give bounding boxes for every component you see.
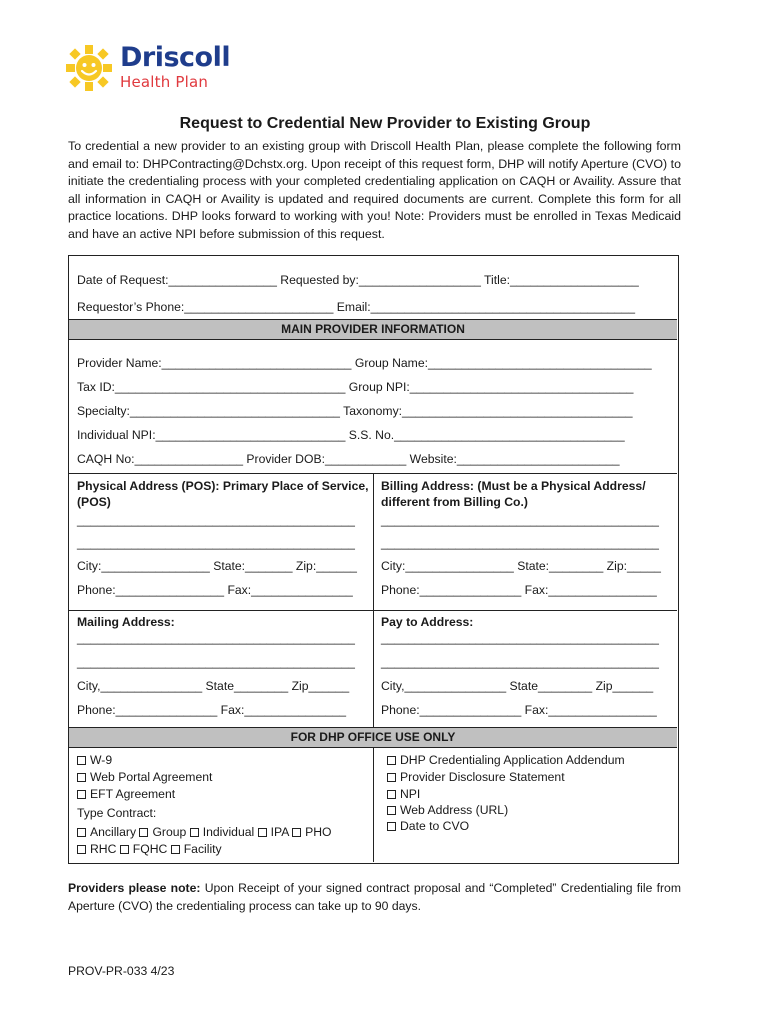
- divider: [69, 610, 677, 611]
- checkbox-icon[interactable]: [258, 828, 267, 837]
- mailing-address-heading: Mailing Address:: [77, 615, 175, 629]
- mailing-phone-line[interactable]: Phone:_______________ Fax:_______________: [77, 703, 347, 717]
- checkbox-web-address[interactable]: Web Address (URL): [387, 802, 508, 818]
- individual-npi-line[interactable]: Individual NPI:____________________________ S.S. No.__________________________________: [77, 428, 625, 442]
- caqh-line[interactable]: CAQH No:________________ Provider DOB:____________ Website:________________________: [77, 452, 620, 466]
- checkbox-icon[interactable]: [387, 756, 396, 765]
- type-contract-label: Type Contract:: [77, 806, 157, 820]
- physical-address-blank-1[interactable]: _________________________________________: [77, 513, 355, 527]
- page-title: Request to Credential New Provider to Existing Group: [179, 115, 591, 132]
- checkbox-icon[interactable]: [387, 773, 396, 782]
- checkbox-web-portal[interactable]: Web Portal Agreement: [77, 769, 212, 785]
- type-contract-row-1: Ancillary Group Individual IPA PHO: [77, 824, 332, 840]
- mailing-address-blank-2[interactable]: _________________________________________: [77, 655, 355, 669]
- checkbox-icon[interactable]: [292, 828, 301, 837]
- checkbox-eft[interactable]: EFT Agreement: [77, 786, 175, 802]
- billing-city-line[interactable]: City:________________ State:________ Zip:_____: [381, 559, 661, 573]
- physical-address-blank-2[interactable]: _________________________________________: [77, 536, 355, 550]
- checkbox-icon[interactable]: [387, 806, 396, 815]
- sun-face-icon: [66, 45, 112, 91]
- main-provider-header: MAIN PROVIDER INFORMATION: [69, 319, 677, 340]
- checkbox-icon[interactable]: [190, 828, 199, 837]
- checkbox-date-to-cvo[interactable]: Date to CVO: [387, 818, 469, 834]
- checkbox-w9[interactable]: W-9: [77, 752, 112, 768]
- mailing-city-line[interactable]: City,_______________ State________ Zip______: [77, 679, 350, 693]
- office-use-header: FOR DHP OFFICE USE ONLY: [69, 727, 677, 748]
- payto-address-heading: Pay to Address:: [381, 615, 474, 629]
- checkbox-icon[interactable]: [139, 828, 148, 837]
- checkbox-credentialing-addendum[interactable]: DHP Credentialing Application Addendum: [387, 752, 625, 768]
- checkbox-disclosure-statement[interactable]: Provider Disclosure Statement: [387, 769, 565, 785]
- checkbox-icon[interactable]: [77, 756, 86, 765]
- checkbox-npi[interactable]: NPI: [387, 786, 420, 802]
- billing-address-blank-1[interactable]: _________________________________________: [381, 513, 659, 527]
- checkbox-icon[interactable]: [387, 790, 396, 799]
- logo-name: Driscoll: [120, 42, 231, 73]
- provider-name-line[interactable]: Provider Name:____________________________ Group Name:_________________________________: [77, 356, 652, 370]
- physical-phone-line[interactable]: Phone:________________ Fax:_______________: [77, 583, 353, 597]
- checkbox-icon[interactable]: [387, 822, 396, 831]
- payto-city-line[interactable]: City,_______________ State________ Zip______: [381, 679, 654, 693]
- billing-address-blank-2[interactable]: _________________________________________: [381, 536, 659, 550]
- request-line-2[interactable]: Requestor’s Phone:______________________ Email:_______________________________________: [77, 300, 635, 314]
- note-text: Upon Receipt of your signed contract proposal and “Completed” Credentialing file from Aperture (CVO) the credentialing process can take up to 90 days.: [68, 881, 681, 913]
- physical-address-heading: Physical Address (POS): Primary Place of Service, (POS): [77, 479, 369, 509]
- checkbox-icon[interactable]: [120, 845, 129, 854]
- type-contract-row-2: RHC FQHC Facility: [77, 841, 222, 857]
- checkbox-icon[interactable]: [77, 828, 86, 837]
- billing-address-heading: Billing Address: (Must be a Physical Address/ different from Billing Co.): [381, 479, 646, 509]
- providers-note: [68, 879, 681, 915]
- form-code: PROV-PR-033 4/23: [68, 964, 175, 978]
- note-label: Providers please note:: [68, 881, 201, 895]
- credential-form: [68, 255, 679, 864]
- driscoll-logo: [66, 43, 266, 93]
- specialty-line[interactable]: Specialty:_______________________________ Taxonomy:__________________________________: [77, 404, 633, 418]
- logo-subtitle: Health Plan: [120, 73, 209, 91]
- intro-paragraph: To credential a new provider to an existing group with Driscoll Health Plan, please complete the following form and email to: DHPContracting@Dchstx.org. Upon receipt of this request form, DHP will notify Aperture (CVO) to initiate the credentialing process with your completed credentialing application on CAQH or Availity. Assure that all information in CAQH or Availity is updated and required documents are current. Complete this form for all practice locations. DHP looks forward to working with you! Note: Providers must be enrolled in Texas Medicaid and have an active NPI before submission of this request.: [68, 139, 681, 241]
- checkbox-icon[interactable]: [77, 790, 86, 799]
- tax-id-line[interactable]: Tax ID:__________________________________ Group NPI:_________________________________: [77, 380, 634, 394]
- billing-phone-line[interactable]: Phone:_______________ Fax:________________: [381, 583, 657, 597]
- checkbox-icon[interactable]: [77, 773, 86, 782]
- checkbox-icon[interactable]: [171, 845, 180, 854]
- physical-city-line[interactable]: City:________________ State:_______ Zip:______: [77, 559, 357, 573]
- column-divider: [373, 473, 374, 735]
- payto-address-blank-1[interactable]: _________________________________________: [381, 631, 659, 645]
- column-divider: [373, 748, 374, 862]
- checkbox-icon[interactable]: [77, 845, 86, 854]
- payto-phone-line[interactable]: Phone:_______________ Fax:________________: [381, 703, 657, 717]
- request-line-1[interactable]: Date of Request:________________ Requested by:__________________ Title:___________________: [77, 273, 639, 287]
- mailing-address-blank-1[interactable]: _________________________________________: [77, 631, 355, 645]
- payto-address-blank-2[interactable]: _________________________________________: [381, 655, 659, 669]
